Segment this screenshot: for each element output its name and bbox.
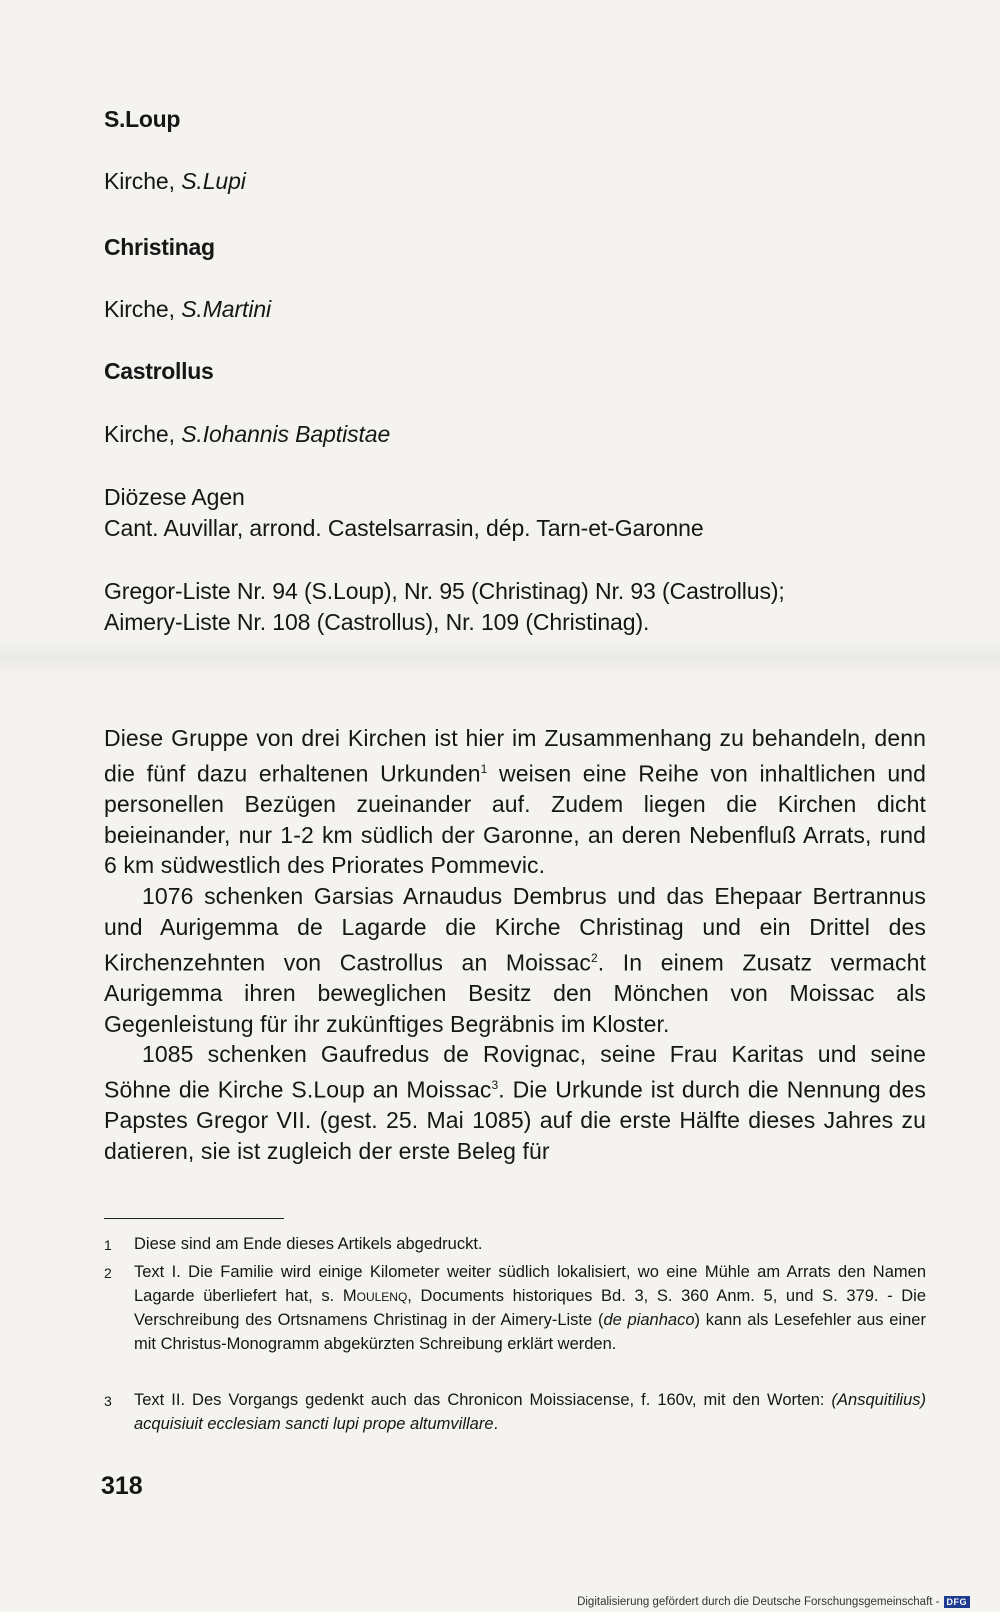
- footnote-text: Text I. Die Familie wird einige Kilometer weiter südlich lokalisiert, wo eine Mühle am Arrats den Namen Lagarde überliefert hat, s. Moulenq, Documents historiques Bd. 3, S. 360 Anm. 5, und S. 379. - Die Verschreibung des Ortsnamens Christinag in der Aimery-Liste (de pianhaco) kann als Lesefehler aus einer mit Christus-Monogramm abgekürzten Schreibung erklärt werden.: [134, 1263, 926, 1353]
- page-number: 318: [101, 1472, 143, 1500]
- footnote-number: 2: [104, 1265, 112, 1281]
- footnote-text: Diese sind am Ende dieses Artikels abgedruckt.: [134, 1235, 483, 1253]
- footnote-text: Text II. Des Vorgangs gedenkt auch das Chronicon Moissiacense, f. 160v, mit den Worten: (Ansquitilius) acquisiuit ecclesiam sancti lupi prope altumvillare.: [134, 1391, 926, 1433]
- diocese-line: Diözese Agen: [104, 484, 245, 510]
- church-line-s-loup: Kirche, S.Lupi: [104, 168, 246, 194]
- dfg-logo-icon: DFG: [944, 1596, 971, 1608]
- footnote-2: [104, 1260, 926, 1356]
- paragraph-3: 1085 schenken Gaufredus de Rovignac, seine Frau Karitas und seine Söhne die Kirche S.Loup an Moissac$^3$. Die Urkunde ist durch die Nennung des Papstes Gregor VII. (gest. 25. Mai 1085) auf die erste Hälfte dieses Jahres zu datieren, sie ist zugleich der erste Beleg für: [104, 1041, 926, 1165]
- canton-line: Cant. Auvillar, arrond. Castelsarrasin, dép. Tarn-et-Garonne: [104, 515, 704, 541]
- bleed-through-shadow: [0, 640, 1000, 676]
- digitization-credit: Digitalisierung gefördert durch die Deutsche Forschungsgemeinschaft - DFG: [577, 1596, 970, 1608]
- paragraph-2: 1076 schenken Garsias Arnaudus Dembrus und das Ehepaar Bertrannus und Aurigemma de Lagarde die Kirche Christinag und ein Drittel des Kirchenzehnten von Castrollus an Moissac$^2$. In einem Zusatz vermacht Aurigemma ihren beweglichen Besitz den Mönchen von Moissac als Gegenleistung für ihr zukünftiges Begräbnis im Kloster.: [104, 883, 926, 1037]
- footnote-ref-1: 1: [480, 761, 488, 776]
- church-line-castrollus: Kirche, S.Iohannis Baptistae: [104, 421, 391, 447]
- heading-s-loup: S.Loup: [104, 106, 181, 132]
- footnote-3: [104, 1388, 926, 1436]
- gregor-list-line: Gregor-Liste Nr. 94 (S.Loup), Nr. 95 (Christinag) Nr. 93 (Castrollus);: [104, 578, 785, 604]
- body-text: [104, 723, 926, 1167]
- heading-christinag: Christinag: [104, 234, 215, 260]
- paragraph-1: Diese Gruppe von drei Kirchen ist hier im Zusammenhang zu behandeln, denn die fünf dazu erhaltenen Urkunden$^1$ weisen eine Reihe von inhaltlichen und personellen Bezügen zueinander auf. Zudem liegen die Kirchen dicht beieinander, nur 1-2 km südlich der Garonne, an deren Nebenfluß Arrats, rund 6 km südwestlich des Priorates Pommevic.: [104, 725, 926, 879]
- footnote-number: 1: [104, 1237, 112, 1253]
- footnote-number: 3: [104, 1393, 112, 1409]
- author-name: Moulenq: [342, 1287, 408, 1305]
- footnote-1: [104, 1232, 926, 1257]
- footnote-divider: [104, 1218, 284, 1219]
- aimery-list-line: Aimery-Liste Nr. 108 (Castrollus), Nr. 109 (Christinag).: [104, 609, 650, 635]
- footnote-ref-2: 2: [590, 950, 598, 965]
- heading-castrollus: Castrollus: [104, 358, 214, 384]
- footnote-ref-3: 3: [491, 1078, 499, 1093]
- church-line-christinag: Kirche, S.Martini: [104, 296, 272, 322]
